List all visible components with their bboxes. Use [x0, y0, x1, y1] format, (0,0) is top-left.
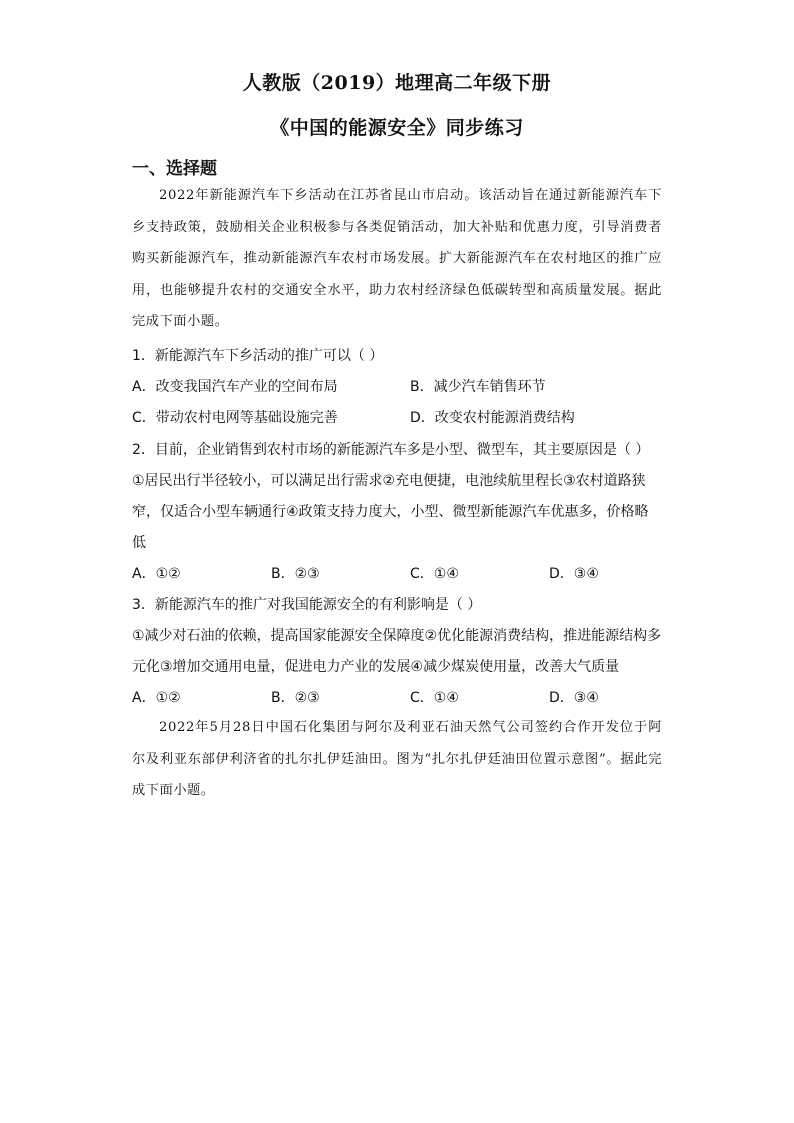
- question-2-option-a: A．①②: [132, 566, 181, 582]
- question-2-option-c: C．①④: [410, 566, 459, 582]
- question-1-option-a: A．改变我国汽车产业的空间布局: [132, 379, 338, 395]
- question-1-option-d: D．改变农村能源消费结构: [410, 410, 575, 426]
- doc-title: 人教版（2019）地理高二年级下册: [242, 72, 552, 94]
- question-3-option-c: C．①④: [410, 690, 459, 706]
- question-1-stem: 1．新能源汽车下乡活动的推广可以（ ）: [132, 348, 384, 364]
- question-3-option-a: A．①②: [132, 690, 181, 706]
- section-heading: 一、选择题: [132, 159, 217, 179]
- question-1-option-b: B．减少汽车销售环节: [410, 379, 546, 395]
- reading-passage-2: 2022年5月28日中国石化集团与阿尔及利亚石油天然气公司签约合作开发位于阿尔及利亚东部伊利济省的扎尔扎伊廷油田。图为“扎尔扎伊廷油田位置示意图”。据此完成下面小题。: [132, 720, 662, 798]
- question-3-option-b: B．②③: [271, 690, 320, 706]
- question-3-statements: ①减少对石油的依赖，提高国家能源安全保障度②优化能源消费结构，推进能源结构多元化③增加交通用电量，促进电力产业的发展④减少煤炭使用量，改善大气质量: [132, 628, 662, 675]
- reading-passage-1: 2022年新能源汽车下乡活动在江苏省昆山市启动。该活动旨在通过新能源汽车下乡支持政策，鼓励相关企业积极参与各类促销活动，加大补贴和优惠力度，引导消费者购买新能源汽车，推动新能源汽车农村市场发展。扩大新能源汽车在农村地区的推广应用，也能够提升农村的交通安全水平，助力农村经济绿色低碳转型和高质量发展。据此完成下面小题。: [132, 188, 662, 329]
- doc-subtitle: 《中国的能源安全》同步练习: [270, 117, 524, 139]
- question-3-option-d: D．③④: [549, 690, 599, 706]
- question-1-option-c: C．带动农村电网等基础设施完善: [132, 410, 338, 426]
- question-2-stem: 2．目前，企业销售到农村市场的新能源汽车多是小型、微型车，其主要原因是（ ）: [132, 442, 650, 458]
- question-2-option-d: D．③④: [549, 566, 599, 582]
- question-2-option-b: B．②③: [271, 566, 320, 582]
- question-3-stem: 3．新能源汽车的推广对我国能源安全的有利影响是（ ）: [132, 597, 482, 613]
- question-2-statements: ①居民出行半径较小，可以满足出行需求②充电便捷，电池续航里程长③农村道路狭窄，仅适合小型车辆通行④政策支持力度大，小型、微型新能源汽车优惠多，价格略低: [132, 473, 649, 551]
